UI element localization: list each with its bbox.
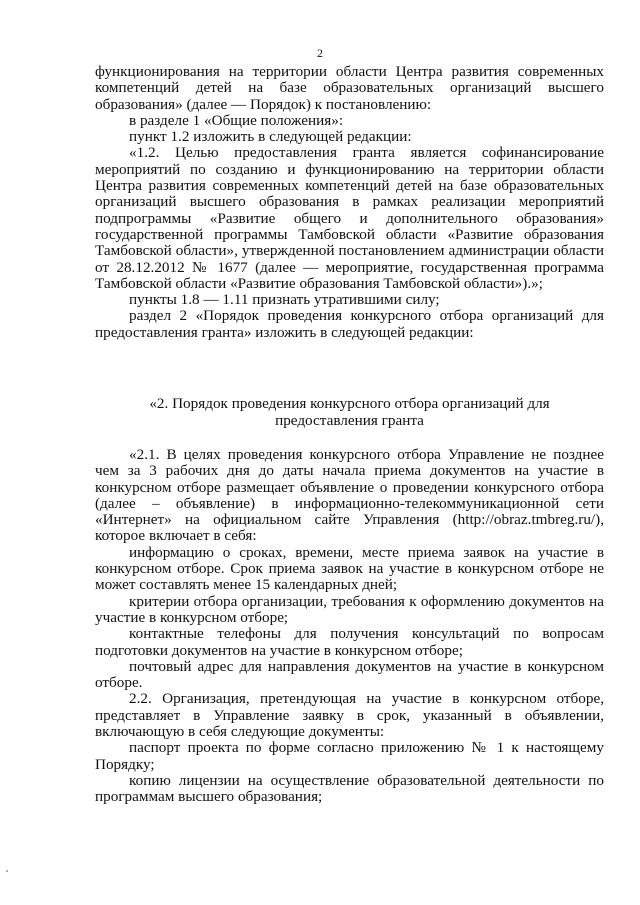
paragraph: функционирования на территории области Центра развития современных компетенций детей на базе образовательных организаций высшего образования» (далее — Порядок) к постановлению: xyxy=(95,63,604,113)
paragraph: в разделе 1 «Общие положения»: xyxy=(129,111,344,129)
paragraph: раздел 2 «Порядок проведения конкурсного отбора организаций для предоставления гранта» изложить в следующей редакции: xyxy=(95,307,604,341)
paragraph: контактные телефоны для получения консультаций по вопросам подготовки документов на участие в конкурсном отборе; xyxy=(95,625,604,659)
page-number: 2 xyxy=(317,46,323,60)
paragraph: информацию о сроках, времени, месте приема заявок на участие в конкурсном отборе. Срок приема заявок на участие в конкурсном отборе не может составлять менее 15 календарных дней; xyxy=(95,543,604,594)
paragraph: 2.2. Организация, претендующая на участие в конкурсном отборе, представляет в Управление заявку в срок, указанный в объявлении, включающую в себя следующие документы: xyxy=(95,690,604,741)
section-heading-line: «2. Порядок проведения конкурсного отбора организаций для xyxy=(149,395,550,412)
paragraph: пункт 1.2 изложить в следующей редакции: xyxy=(129,128,412,146)
paragraph: паспорт проекта по форме согласно приложению № 1 к настоящему Порядку; xyxy=(95,739,604,773)
section-heading-line: предоставления гранта xyxy=(275,412,424,429)
document-body-bottom xyxy=(95,447,604,806)
section-heading xyxy=(95,395,604,429)
paragraph: «1.2. Целью предоставления гранта является софинансирование мероприятий по созданию и функционированию на территории области Центра развития современных компетенций детей на базе образовательных организаций высшего образования в рамках реализации мероприятий подпрограммы «Развитие общего и дополнительного образования» государственной программы Тамбовской области «Развитие образования Тамбовской области», утвержденной постановлением администрации области от 28.12.2012 № 1677 (далее — мероприятие, государственная программа Тамбовской области «Развитие образования Тамбовской области»).»; xyxy=(95,144,604,292)
paragraph: пункты 1.8 — 1.11 признать утратившими силу; xyxy=(129,291,440,309)
document-body-top xyxy=(95,64,604,341)
paragraph: критерии отбора организации, требования к оформлению документов на участие в конкурсном отборе; xyxy=(95,592,604,626)
scan-artifact xyxy=(6,870,8,872)
paragraph: «2.1. В целях проведения конкурсного отбора Управление не позднее чем за 3 рабочих дня до даты начала приема документов на участие в конкурсном отборе размещает объявление о проведении конкурсного отбора (далее – объявление) в информационно-телекоммуникационной сети «Интернет» на официальном сайте Управления (http://obraz.tmbreg.ru/), которое включает в себя: xyxy=(95,446,604,545)
paragraph: почтовый адрес для направления документов на участие в конкурсном отборе. xyxy=(95,657,604,692)
paragraph: копию лицензии на осуществление образовательной деятельности по программам высшего образования; xyxy=(95,771,604,806)
